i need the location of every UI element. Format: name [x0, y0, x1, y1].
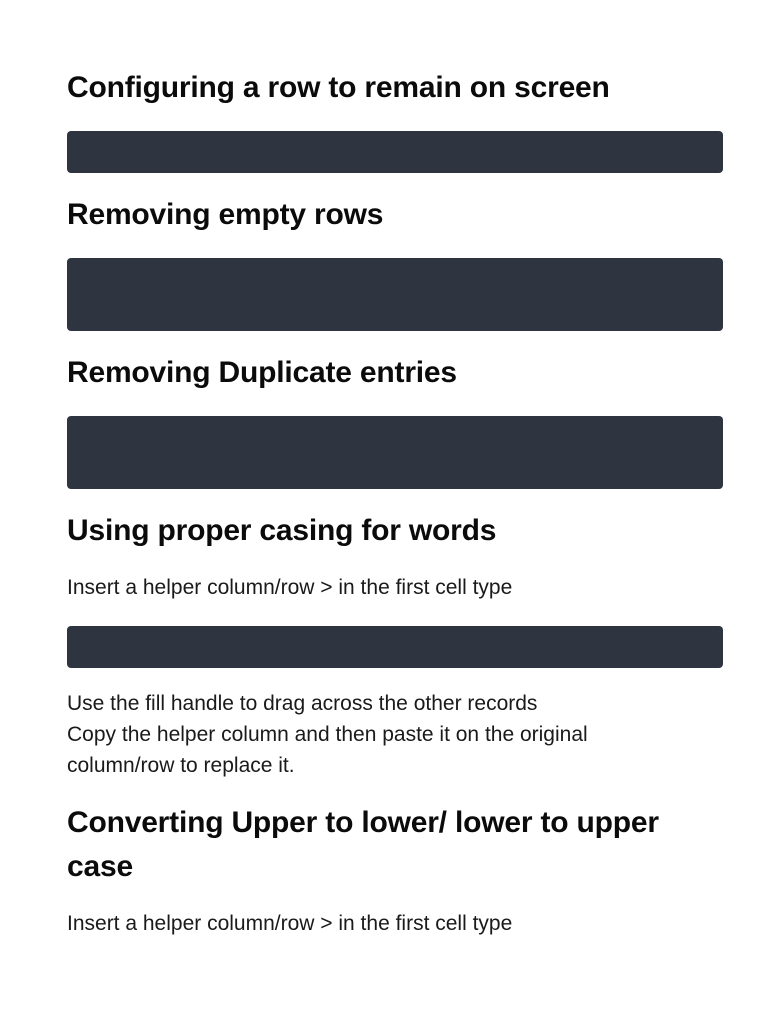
- paragraph-case-intro: Insert a helper column/row > in the first cell type: [67, 912, 513, 935]
- paragraph-line: column/row to replace it.: [67, 754, 295, 777]
- paragraph-proper-steps: [67, 688, 723, 781]
- code-line: [77, 485, 713, 489]
- code-line: [77, 327, 713, 331]
- section-heading-proper-casing: Using proper casing for words: [67, 514, 497, 547]
- code-block-duplicate-entries: [67, 416, 723, 489]
- section-heading-duplicate-entries: Removing Duplicate entries: [67, 356, 457, 389]
- section-heading-freeze-panes: Configuring a row to remain on screen: [67, 71, 610, 104]
- code-block-empty-rows: [67, 258, 723, 331]
- code-block-proper-formula: [67, 626, 723, 668]
- paragraph-line: Copy the helper column and then paste it on the original: [67, 723, 588, 746]
- section-heading-case-conversion: Converting Upper to lower/ lower to upper case: [67, 806, 659, 883]
- code-block-freeze-panes: [67, 131, 723, 173]
- paragraph-proper-intro: Insert a helper column/row > in the first cell type: [67, 576, 513, 599]
- section-heading-empty-rows: Removing empty rows: [67, 198, 384, 231]
- paragraph-line: Use the fill handle to drag across the other records: [67, 692, 538, 715]
